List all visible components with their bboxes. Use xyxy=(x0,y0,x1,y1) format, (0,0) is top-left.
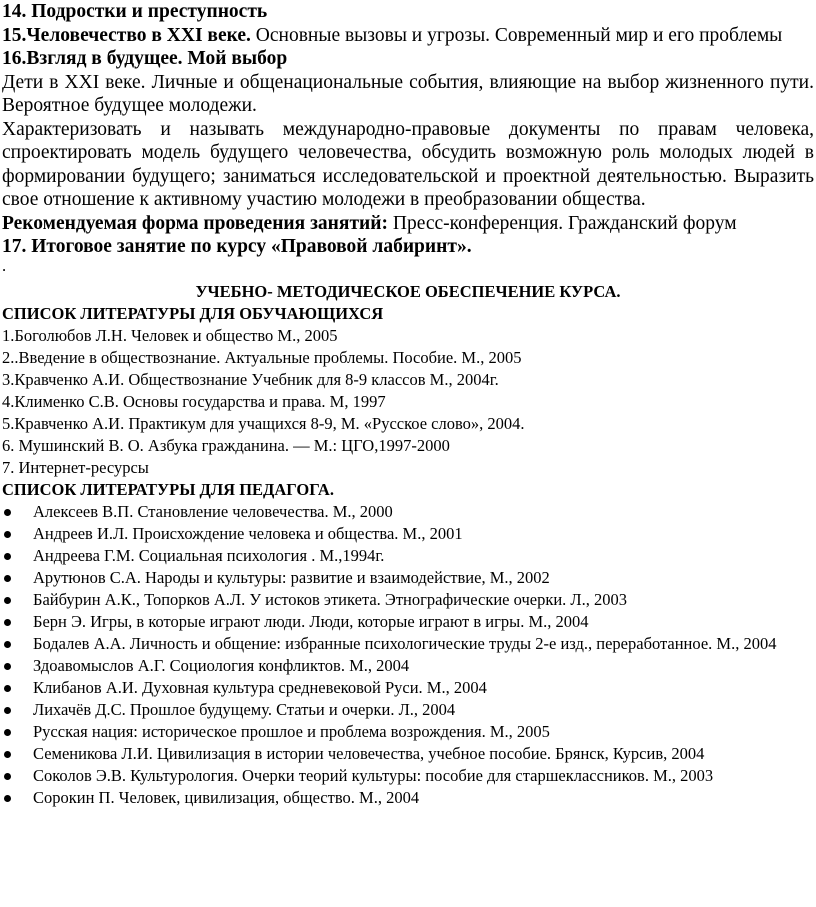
section-15 xyxy=(2,24,814,48)
teachers-literature-title: СПИСОК ЛИТЕРАТУРЫ ДЛЯ ПЕДАГОГА. xyxy=(2,479,334,499)
bullet-icon xyxy=(4,707,11,714)
section-15-text: Основные вызовы и угрозы. Современный мир и его проблемы xyxy=(250,24,783,46)
list-item: Андреева Г.М. Социальная психология . М.,1994г. xyxy=(2,545,814,567)
list-item: Соколов Э.В. Культурология. Очерки теорий культуры: пособие для старшеклассников. М., 2003 xyxy=(2,765,814,787)
bullet-icon xyxy=(4,597,11,604)
list-item: 3.Кравченко А.И. Обществознание Учебник для 8-9 классов М., 2004г. xyxy=(2,369,499,389)
list-item: Клибанов А.И. Духовная культура средневековой Руси. М., 2004 xyxy=(2,677,814,699)
list-item: Сорокин П. Человек, цивилизация, общество. М., 2004 xyxy=(2,787,814,809)
list-item: 7. Интернет-ресурсы xyxy=(2,457,149,477)
bullet-icon xyxy=(4,641,11,648)
list-item: Бодалев А.А. Личность и общение: избранные психологические труды 2-е изд., переработанное. М., 2004 xyxy=(2,633,814,655)
list-item: 2..Введение в обществознание. Актуальные проблемы. Пособие. М., 2005 xyxy=(2,347,522,367)
bullet-icon xyxy=(4,663,11,670)
list-item: Байбурин А.К., Топорков А.Л. У истоков этикета. Этнографические очерки. Л., 2003 xyxy=(2,589,814,611)
bullet-icon xyxy=(4,751,11,758)
section-16-paragraph-1: Дети в XXI веке. Личные и общенациональные события, влияющие на выбор жизненного пути. Вероятное будущее молодежи. xyxy=(2,71,814,116)
list-item: 1.Боголюбов Л.Н. Человек и общество М., 2005 xyxy=(2,325,338,345)
teachers-literature-list xyxy=(2,501,814,809)
bullet-icon xyxy=(4,575,11,582)
section-14-heading: 14. Подростки и преступность xyxy=(2,1,268,22)
list-item: Семеникова Л.И. Цивилизация в истории человечества, учебное пособие. Брянск, Курсив, 2004 xyxy=(2,743,814,765)
bullet-icon xyxy=(4,773,11,780)
list-item: Арутюнов С.А. Народы и культуры: развитие и взаимодействие, М., 2002 xyxy=(2,567,814,589)
students-literature-title: СПИСОК ЛИТЕРАТУРЫ ДЛЯ ОБУЧАЮЩИХСЯ xyxy=(2,303,384,323)
methodical-support-title: УЧЕБНО- МЕТОДИЧЕСКОЕ ОБЕСПЕЧЕНИЕ КУРСА. xyxy=(195,281,621,301)
list-item: Берн Э. Игры, в которые играют люди. Люди, которые играют в игры. М., 2004 xyxy=(2,611,814,633)
bullet-icon xyxy=(4,795,11,802)
bullet-icon xyxy=(4,531,11,538)
section-16-paragraph-2: Характеризовать и называть международно-правовые документы по правам человека, спроектировать модель будущего человечества, обсудить возможную роль молодых людей в формировании будущего; заниматься исследовательской и проектной деятельностью. Выразить свое отношение к активному участию молодежи в преобразовании общества. xyxy=(2,118,814,210)
list-item: Лихачёв Д.С. Прошлое будущему. Статьи и очерки. Л., 2004 xyxy=(2,699,814,721)
list-item: 6. Мушинский В. О. Азбука гражданина. — М.: ЦГО,1997-2000 xyxy=(2,435,450,455)
list-item: 4.Клименко С.В. Основы государства и права. М, 1997 xyxy=(2,391,386,411)
list-item: Андреев И.Л. Происхождение человека и общества. М., 2001 xyxy=(2,523,814,545)
section-15-heading: 15.Человечество в XXI веке. xyxy=(2,24,251,46)
section-16-heading: 16.Взгляд в будущее. Мой выбор xyxy=(2,48,288,69)
students-literature-list xyxy=(2,325,814,479)
list-item: Алексеев В.П. Становление человечества. М., 2000 xyxy=(2,501,814,523)
recommended-form-text: Пресс-конференция. Гражданский форум xyxy=(388,212,737,234)
list-item: 5.Кравченко А.И. Практикум для учащихся 8-9, М. «Русское слово», 2004. xyxy=(2,413,525,433)
list-item: Здоавомыслов А.Г. Социология конфликтов. М., 2004 xyxy=(2,655,814,677)
recommended-form xyxy=(2,212,814,236)
section-17-heading: 17. Итоговое занятие по курсу «Правовой лабиринт». xyxy=(2,236,472,257)
bullet-icon xyxy=(4,685,11,692)
bullet-icon xyxy=(4,729,11,736)
stray-dot: . xyxy=(2,255,7,275)
bullet-icon xyxy=(4,619,11,626)
bullet-icon xyxy=(4,553,11,560)
list-item: Русская нация: историческое прошлое и проблема возрождения. М., 2005 xyxy=(2,721,814,743)
recommended-form-label: Рекомендуемая форма проведения занятий: xyxy=(2,212,389,234)
bullet-icon xyxy=(4,509,11,516)
